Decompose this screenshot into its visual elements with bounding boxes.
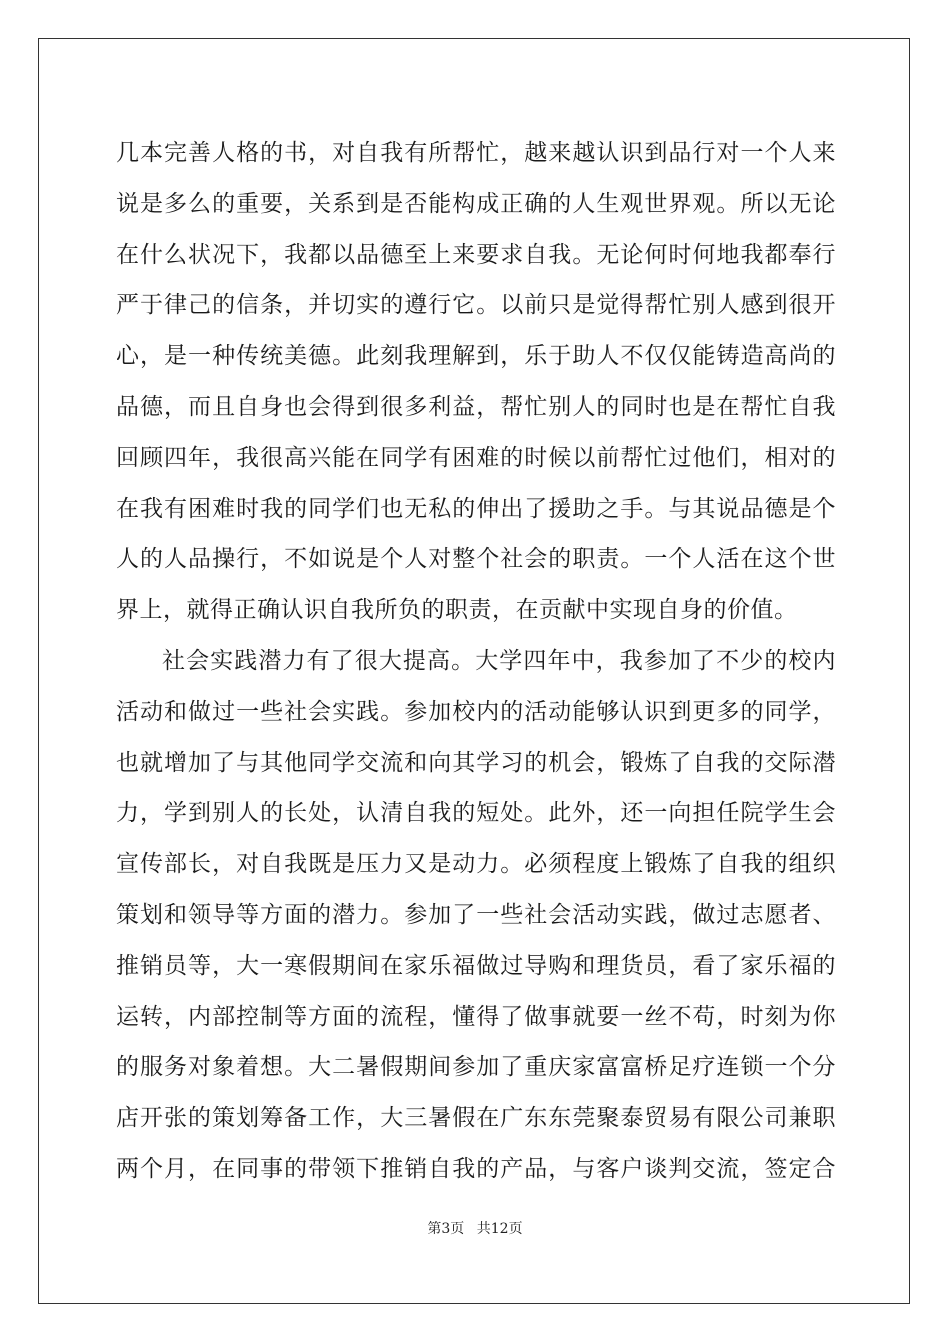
text-line: 推销员等，大一寒假期间在家乐福做过导购和理货员，看了家乐福的 bbox=[116, 952, 836, 979]
text-line: 两个月，在同事的带领下推销自我的产品，与客户谈判交流，签定合 bbox=[116, 1155, 836, 1182]
text-line: 界上，就得正确认识自我所负的职责，在贡献中实现自身的价值。 bbox=[116, 597, 798, 624]
text-line: 策划和领导等方面的潜力。参加了一些社会活动实践，做过志愿者、 bbox=[116, 901, 836, 928]
text-line: 也就增加了与其他同学交流和向其学习的机会，锻炼了自我的交际潜 bbox=[116, 749, 836, 776]
text-line: 几本完善人格的书，对自我有所帮忙，越来越认识到品行对一个人来 bbox=[116, 140, 836, 166]
text-line: 说是多么的重要，关系到是否能构成正确的人生观世界观。所以无论 bbox=[116, 190, 836, 217]
text-line: 严于律己的信条，并切实的遵行它。以前只是觉得帮忙别人感到很开 bbox=[116, 292, 836, 319]
text-line: 心，是一种传统美德。此刻我理解到，乐于助人不仅仅能铸造高尚的 bbox=[116, 343, 836, 370]
document-body bbox=[116, 128, 836, 1195]
text-line: 店开张的策划筹备工作，大三暑假在广东东莞聚泰贸易有限公司兼职 bbox=[116, 1105, 836, 1132]
text-line: 品德，而且自身也会得到很多利益，帮忙别人的同时也是在帮忙自我 bbox=[116, 393, 836, 420]
page-footer bbox=[0, 1218, 950, 1238]
text-line: 的服务对象着想。大二暑假期间参加了重庆家富富桥足疗连锁一个分 bbox=[116, 1054, 836, 1081]
page-number: 第3页 bbox=[427, 1221, 465, 1237]
text-line: 人的人品操行，不如说是个人对整个社会的职责。一个人活在这个世 bbox=[116, 546, 836, 573]
text-line: 宣传部长，对自我既是压力又是动力。必须程度上锻炼了自我的组织 bbox=[116, 851, 836, 878]
text-line: 在什么状况下，我都以品德至上来要求自我。无论何时何地我都奉行 bbox=[116, 241, 836, 268]
text-line: 在我有困难时我的同学们也无私的伸出了援助之手。与其说品德是个 bbox=[116, 495, 836, 522]
text-line: 力，学到别人的长处，认清自我的短处。此外，还一向担任院学生会 bbox=[116, 800, 836, 827]
text-line: 运转，内部控制等方面的流程，懂得了做事就要一丝不苟，时刻为你 bbox=[116, 1003, 836, 1030]
text-line: 活动和做过一些社会实践。参加校内的活动能够认识到更多的同学， bbox=[116, 698, 836, 725]
text-line: 回顾四年，我很高兴能在同学有困难的时候以前帮忙过他们，相对的 bbox=[116, 444, 836, 471]
paragraph-first-line: 社会实践潜力有了很大提高。大学四年中，我参加了不少的校内 bbox=[162, 647, 836, 674]
page-total: 共12页 bbox=[476, 1221, 523, 1237]
